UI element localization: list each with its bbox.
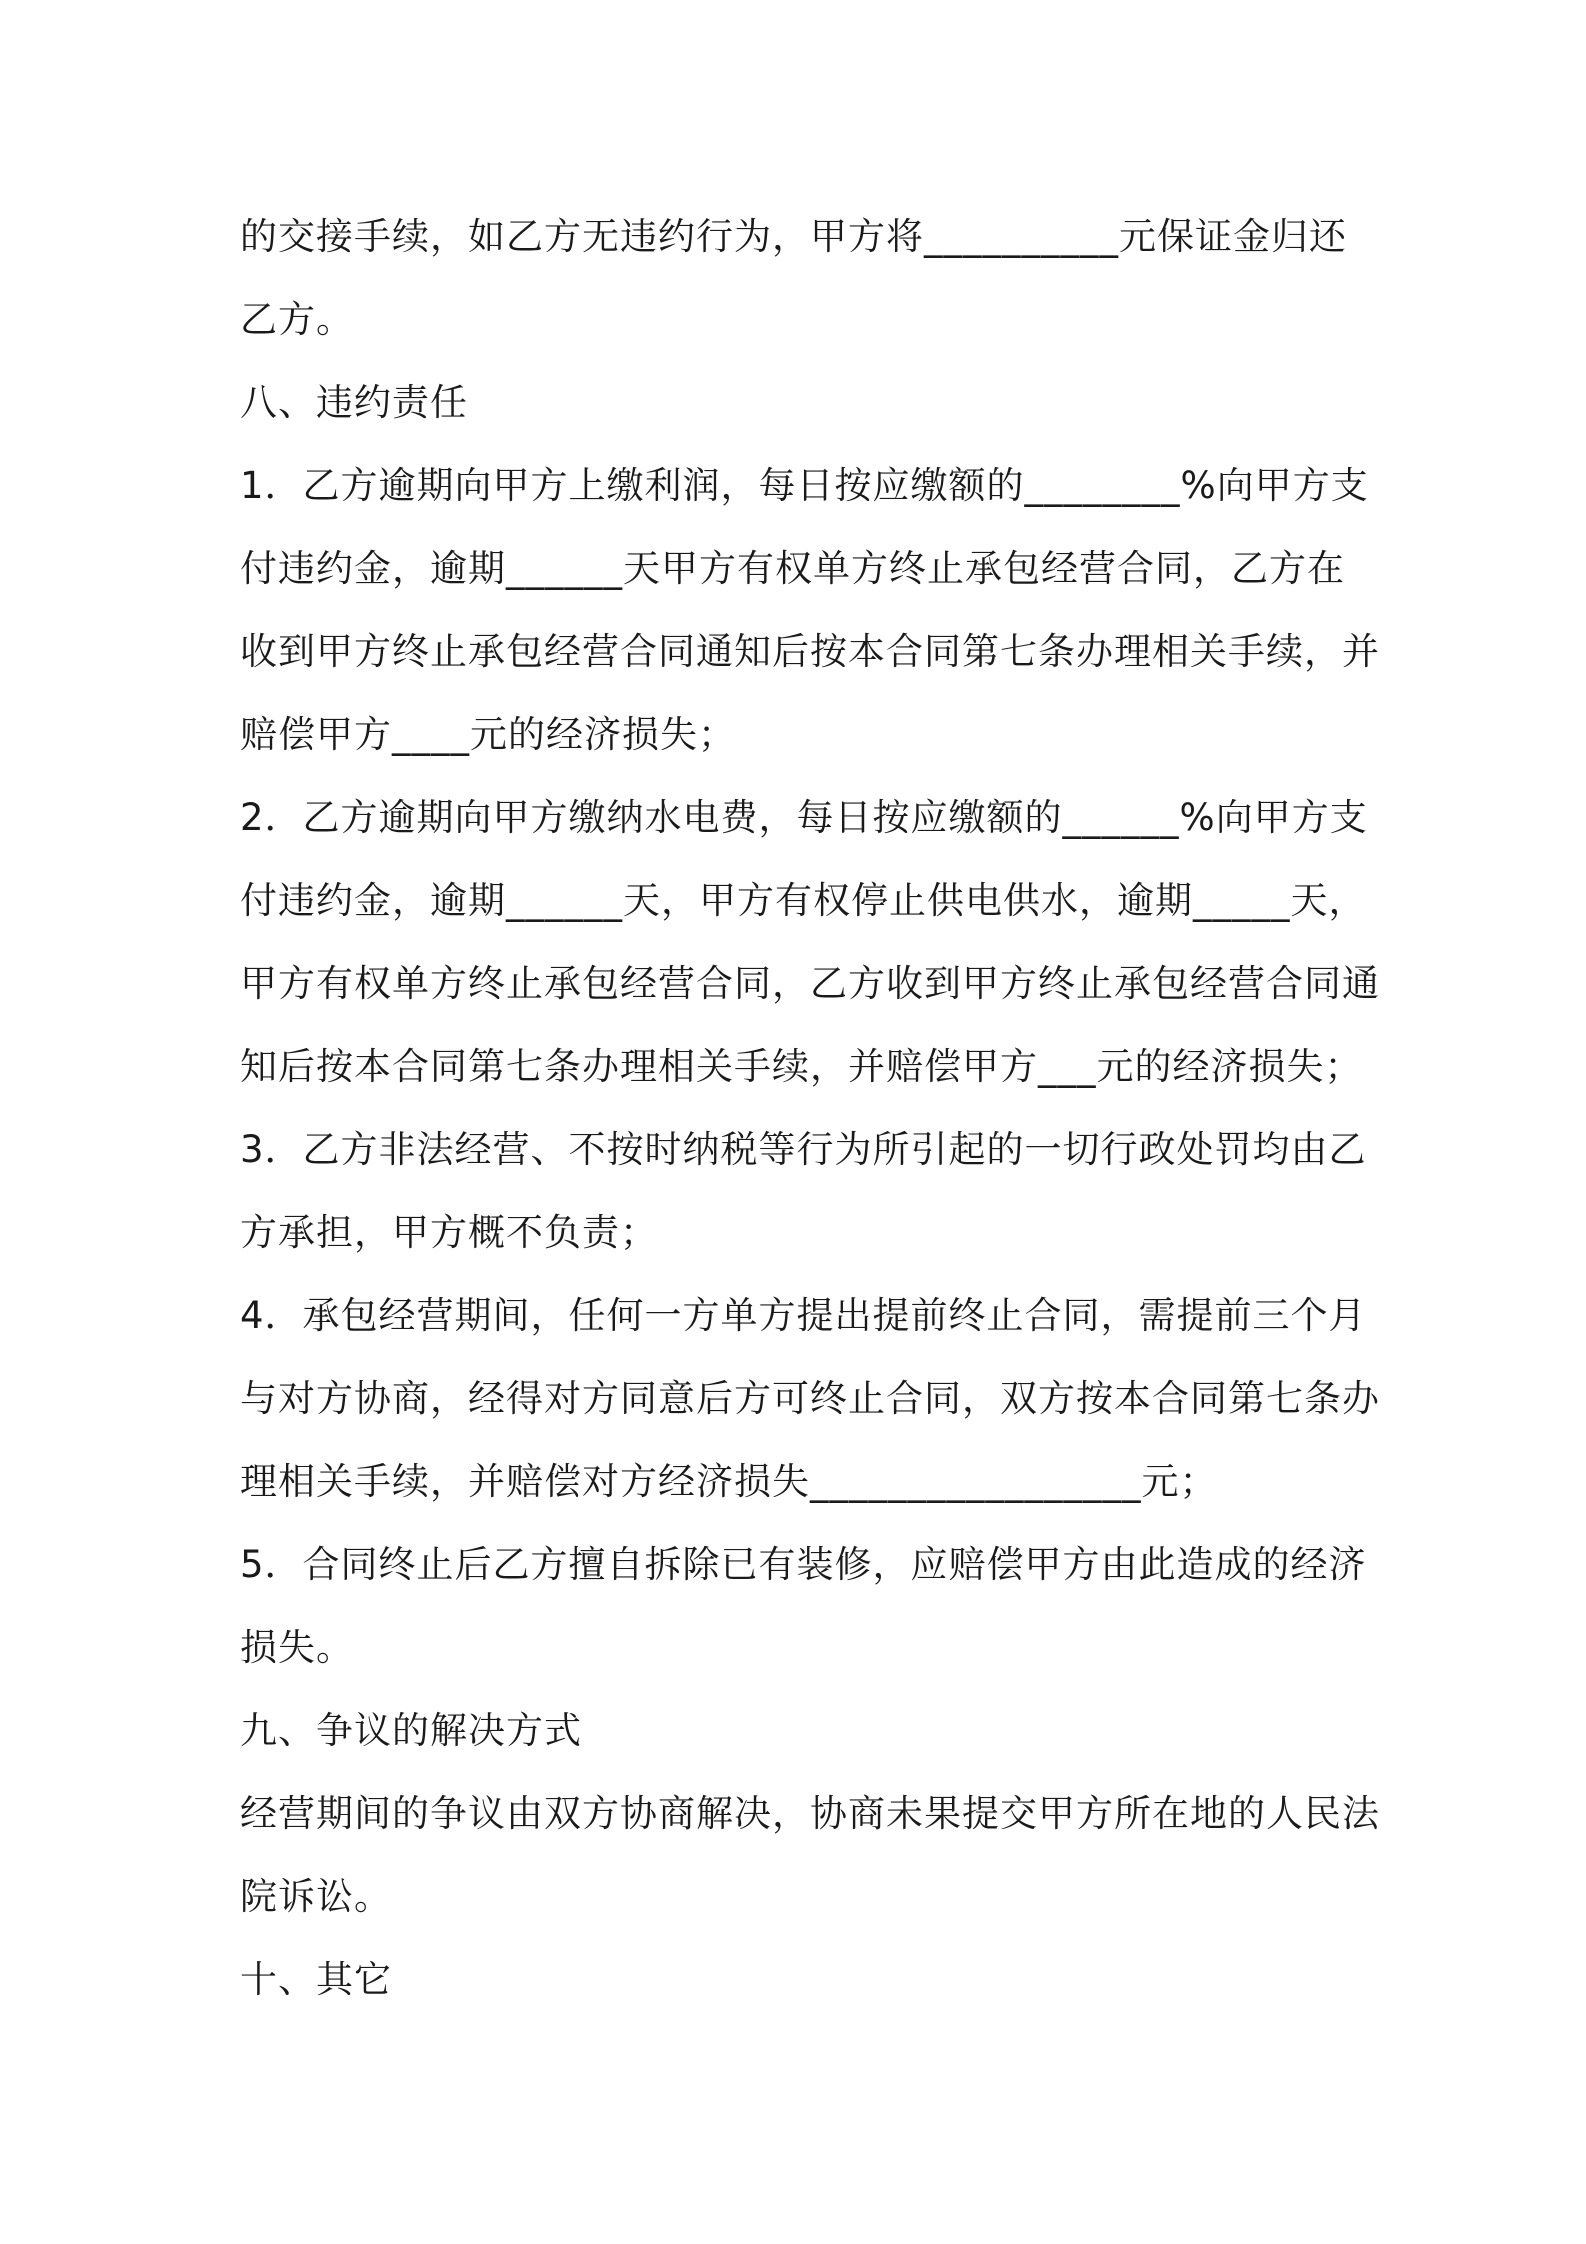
text-line: 损失。 [240, 1626, 354, 1669]
section-heading-breach: 八、违约责任 [240, 381, 468, 424]
text-line: 收到甲方终止承包经营合同通知后按本合同第七条办理相关手续，并 [240, 630, 1380, 673]
text-line: 乙方。 [240, 298, 354, 341]
text-line: 赔偿甲方____元的经济损失； [240, 713, 736, 756]
text-line: 5．合同终止后乙方擅自拆除已有装修，应赔偿甲方由此造成的经济 [240, 1543, 1367, 1586]
text-line: 3．乙方非法经营、不按时纳税等行为所引起的一切行政处罚均由乙 [240, 1128, 1367, 1171]
text-line: 与对方协商，经得对方同意后方可终止合同，双方按本合同第七条办 [240, 1377, 1380, 1420]
text-line: 4．承包经营期间，任何一方单方提出提前终止合同，需提前三个月 [240, 1294, 1367, 1337]
text-line: 院诉讼。 [240, 1875, 392, 1918]
text-line: 经营期间的争议由双方协商解决，协商未果提交甲方所在地的人民法 [240, 1792, 1380, 1835]
text-line: 方承担，甲方概不负责； [240, 1211, 658, 1254]
text-line: 2．乙方逾期向甲方缴纳水电费，每日按应缴额的______%向甲方支 [240, 796, 1368, 839]
section-heading-other: 十、其它 [240, 1958, 392, 2001]
document-body [240, 195, 1380, 2021]
text-line: 理相关手续，并赔偿对方经济损失_________________元； [240, 1460, 1218, 1503]
text-line: 付违约金，逾期______天甲方有权单方终止承包经营合同，乙方在 [240, 547, 1345, 590]
text-line: 的交接手续，如乙方无违约行为，甲方将__________元保证金归还 [240, 215, 1347, 258]
text-line: 1．乙方逾期向甲方上缴利润，每日按应缴额的________%向甲方支 [240, 464, 1369, 507]
text-line: 付违约金，逾期______天，甲方有权停止供电供水，逾期_____天， [240, 879, 1367, 922]
section-heading-dispute: 九、争议的解决方式 [240, 1709, 582, 1752]
text-line: 知后按本合同第七条办理相关手续，并赔偿甲方___元的经济损失； [240, 1045, 1363, 1088]
text-line: 甲方有权单方终止承包经营合同，乙方收到甲方终止承包经营合同通 [240, 962, 1380, 1005]
